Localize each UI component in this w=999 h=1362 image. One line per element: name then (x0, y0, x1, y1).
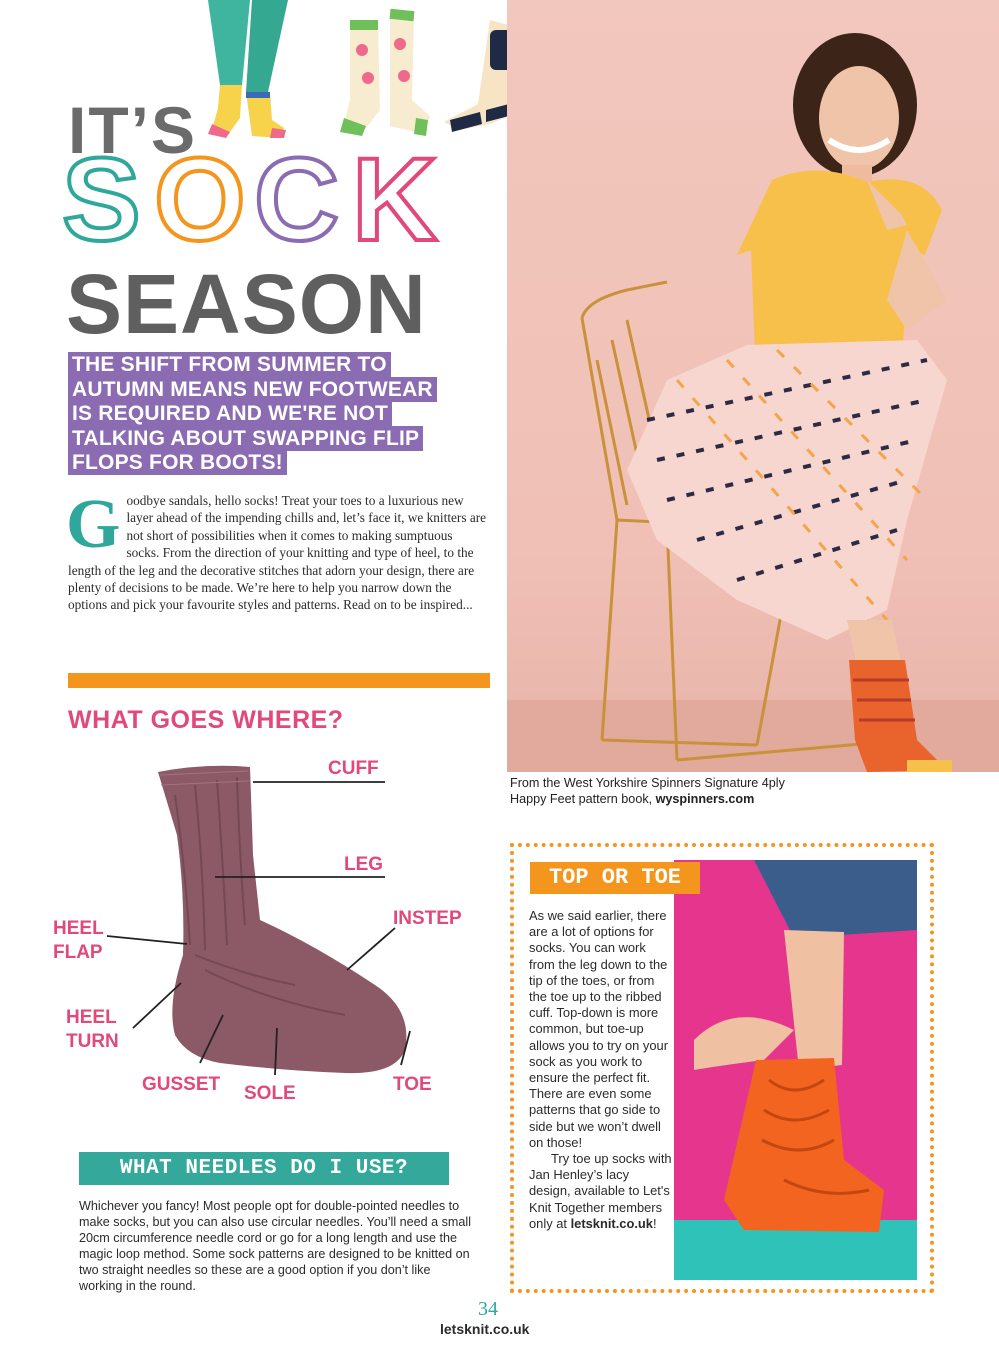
intro-text: oodbye sandals, hello socks! Treat your toes to a luxurious new layer ahead of the impending chills and, let’s face it, we knitters are not short of possibilities when it comes to making sumptuous socks. From the direction of your knitting and type of heel, to the length of the leg and the decorative stitches that adorn your design, there are plenty of decisions to be made. We’re here to help you narrow down the options and pick your favourite styles and patterns. Read on to be inspired... (68, 493, 487, 613)
caption-link[interactable]: wyspinners.com (655, 792, 755, 806)
model-photo (507, 0, 999, 772)
needles-paragraph: Whichever you fancy! Most people opt for double-pointed needles to make socks, but you can also use circular needles. You’ll need a small 20cm circumference needle cord or go for a long length and use the magic loop method. Some sock patterns are designed to be knitted on two straight needles so these are a good option if you don’t like working in the round. (79, 1199, 472, 1294)
standfirst-line: IS REQUIRED AND WE'RE NOT (68, 401, 392, 426)
model-photo-illustration (507, 0, 999, 772)
section-heading-what-goes-where: WHAT GOES WHERE? (68, 706, 344, 734)
label-heel-turn (66, 1006, 119, 1054)
sock-letter-s: S (62, 140, 141, 255)
label-instep: INSTEP (393, 908, 462, 929)
standfirst-line: AUTUMN MEANS NEW FOOTWEAR (68, 377, 437, 402)
label-heel-flap (53, 917, 104, 965)
sock-letter-o: O (154, 140, 246, 255)
page-number: 34 (478, 1298, 498, 1320)
title-its: IT’S (68, 93, 198, 167)
top-or-toe-text (529, 908, 674, 1232)
top-or-toe-end: ! (652, 1215, 657, 1231)
label-heel-flap-line1: HEEL (53, 918, 104, 939)
label-heel-flap-line2: FLAP (53, 942, 103, 963)
label-cuff: CUFF (328, 758, 379, 779)
intro-paragraph (66, 486, 488, 614)
label-toe: TOE (393, 1074, 432, 1095)
orange-sock-illustration (674, 860, 917, 1280)
title-season: SEASON (66, 257, 427, 351)
caption-text: From the West Yorkshire Spinners Signature 4ply Happy Feet pattern book, (510, 776, 785, 806)
standfirst-line: THE SHIFT FROM SUMMER TO (68, 352, 391, 377)
title-sock (62, 140, 462, 255)
label-heel-turn-line2: TURN (66, 1031, 119, 1052)
top-or-toe-link[interactable]: letsknit.co.uk (570, 1215, 653, 1231)
top-or-toe-paragraph-1: As we said earlier, there are a lot of options for socks. You can work from the leg down to the tip of the toes, or from the toe up to the ribbed cuff. Top-down is more common, but toe-up allows you to try on your sock as you work to ensure the perfect fit. There are even some patterns that go side to side but we won’t dwell on those! (529, 908, 668, 1150)
standfirst-line: TALKING ABOUT SWAPPING FLIP (68, 426, 423, 451)
section-heading-top-or-toe: TOP OR TOE (530, 862, 700, 894)
standfirst-line: FLOPS FOR BOOTS! (68, 450, 287, 475)
label-gusset: GUSSET (142, 1074, 221, 1095)
label-leg: LEG (344, 854, 384, 875)
photo-caption (510, 775, 810, 807)
orange-sock-photo (674, 860, 917, 1280)
sock-letter-c: C (254, 140, 340, 255)
sock-letter-k: K (352, 140, 438, 255)
drop-cap: G (66, 486, 121, 563)
top-or-toe-paragraph-2: Try toe up socks with Jan Henley’s lacy design, available to Let's Knit Together members only at (529, 1151, 672, 1231)
divider-bar (68, 673, 490, 688)
standfirst (68, 353, 488, 476)
label-sole: SOLE (244, 1083, 296, 1104)
footer-site: letsknit.co.uk (440, 1321, 530, 1337)
section-heading-needles: WHAT NEEDLES DO I USE? (79, 1152, 449, 1185)
label-heel-turn-line1: HEEL (66, 1007, 117, 1028)
socks-illustration (190, 0, 550, 140)
